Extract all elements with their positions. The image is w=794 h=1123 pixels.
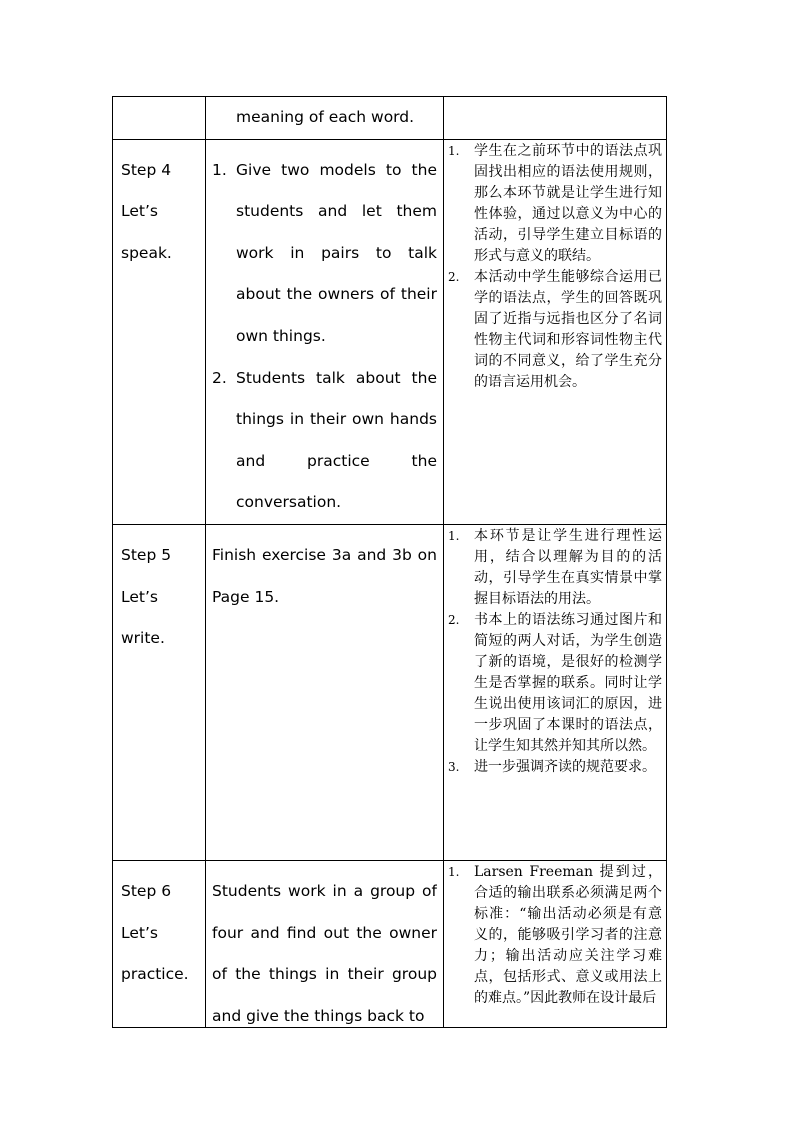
process-cell [206, 139, 444, 524]
list-number: 2. [448, 612, 460, 627]
list-number: 3. [448, 759, 460, 774]
step-title-line: Let’s [121, 202, 158, 221]
step-title-line: Let’s [121, 923, 158, 942]
list-item [448, 267, 662, 393]
intent-list [448, 526, 662, 778]
intent-cell [444, 524, 667, 860]
process-cell [206, 97, 444, 140]
step-title-line: write. [121, 629, 165, 648]
list-text: 学生在之前环节中的语法点巩固找出相应的语法使用规则，那么本环节就是让学生进行知性体验，通过以意义为中心的活动，引导学生建立目标语的形式与意义的联结。 [474, 142, 662, 264]
process-text: Finish exercise 3a and 3b on Page 15. [212, 545, 437, 606]
process-cell [206, 860, 444, 1027]
list-item [448, 757, 662, 778]
intent-list [448, 862, 662, 1009]
intent-cell [444, 860, 667, 1027]
step-title-line: speak. [121, 243, 172, 262]
intent-list [448, 141, 662, 393]
list-item [212, 358, 437, 524]
table-row [113, 860, 667, 1027]
list-item [448, 862, 662, 1009]
intent-cell [444, 139, 667, 524]
list-number: 2. [212, 368, 227, 387]
list-text: 进一步强调齐读的规范要求。 [474, 758, 656, 775]
step-cell [113, 860, 206, 1027]
list-item [212, 150, 437, 358]
list-number: 2. [448, 269, 460, 284]
table-row [113, 139, 667, 524]
list-item [448, 610, 662, 757]
list-text: 本环节是让学生进行理性运用，结合以理解为目的的活动，引导学生在真实情景中掌握目标语法的用法。 [474, 527, 662, 607]
process-text: Students work in a group of four and find out the owner of the things in their group and give the things back to [212, 881, 437, 1025]
step-cell [113, 97, 206, 140]
step-title-line: practice. [121, 965, 189, 984]
step-title-line: Let’s [121, 587, 158, 606]
list-text: Larsen Freeman 提到过，合适的输出联系必须满足两个标准：“输出活动必须是有意义的，能够吸引学习者的注意力；输出活动应关注学习难点，包括形式、意义或用法上的难点。”因此教师在设计最后 [474, 863, 662, 1006]
list-text: Give two models to the students and let them work in pairs to talk about the owners of their own things. [236, 160, 437, 345]
lesson-plan-table [112, 96, 667, 1028]
list-text: 本活动中学生能够综合运用已学的语法点，学生的回答既巩固了近指与远指也区分了名词性物主代词和形容词性物主代词的不同意义，给了学生充分的语言运用机会。 [474, 268, 662, 390]
list-number: 1. [212, 160, 227, 179]
list-item [448, 141, 662, 267]
list-item [448, 526, 662, 610]
list-number: 1. [448, 864, 460, 879]
step-cell [113, 139, 206, 524]
table-row [113, 97, 667, 140]
process-cell [206, 524, 444, 860]
list-number: 1. [448, 528, 460, 543]
intent-cell [444, 97, 667, 140]
list-text: Students talk about the things in their own hands and practice the conversation. [236, 368, 437, 512]
list-text: 书本上的语法练习通过图片和简短的两人对话，为学生创造了新的语境，是很好的检测学生是否掌握的联系。同时让学生说出使用该词汇的原因，进一步巩固了本课时的语法点，让学生知其然并知其所以然。 [474, 611, 662, 754]
step-number: Step 6 [121, 881, 172, 900]
step-cell [113, 524, 206, 860]
step-number: Step 5 [121, 545, 172, 564]
list-number: 1. [448, 143, 460, 158]
process-text: meaning of each word. [236, 108, 415, 126]
table-row [113, 524, 667, 860]
process-list [212, 150, 437, 524]
step-number: Step 4 [121, 160, 172, 179]
